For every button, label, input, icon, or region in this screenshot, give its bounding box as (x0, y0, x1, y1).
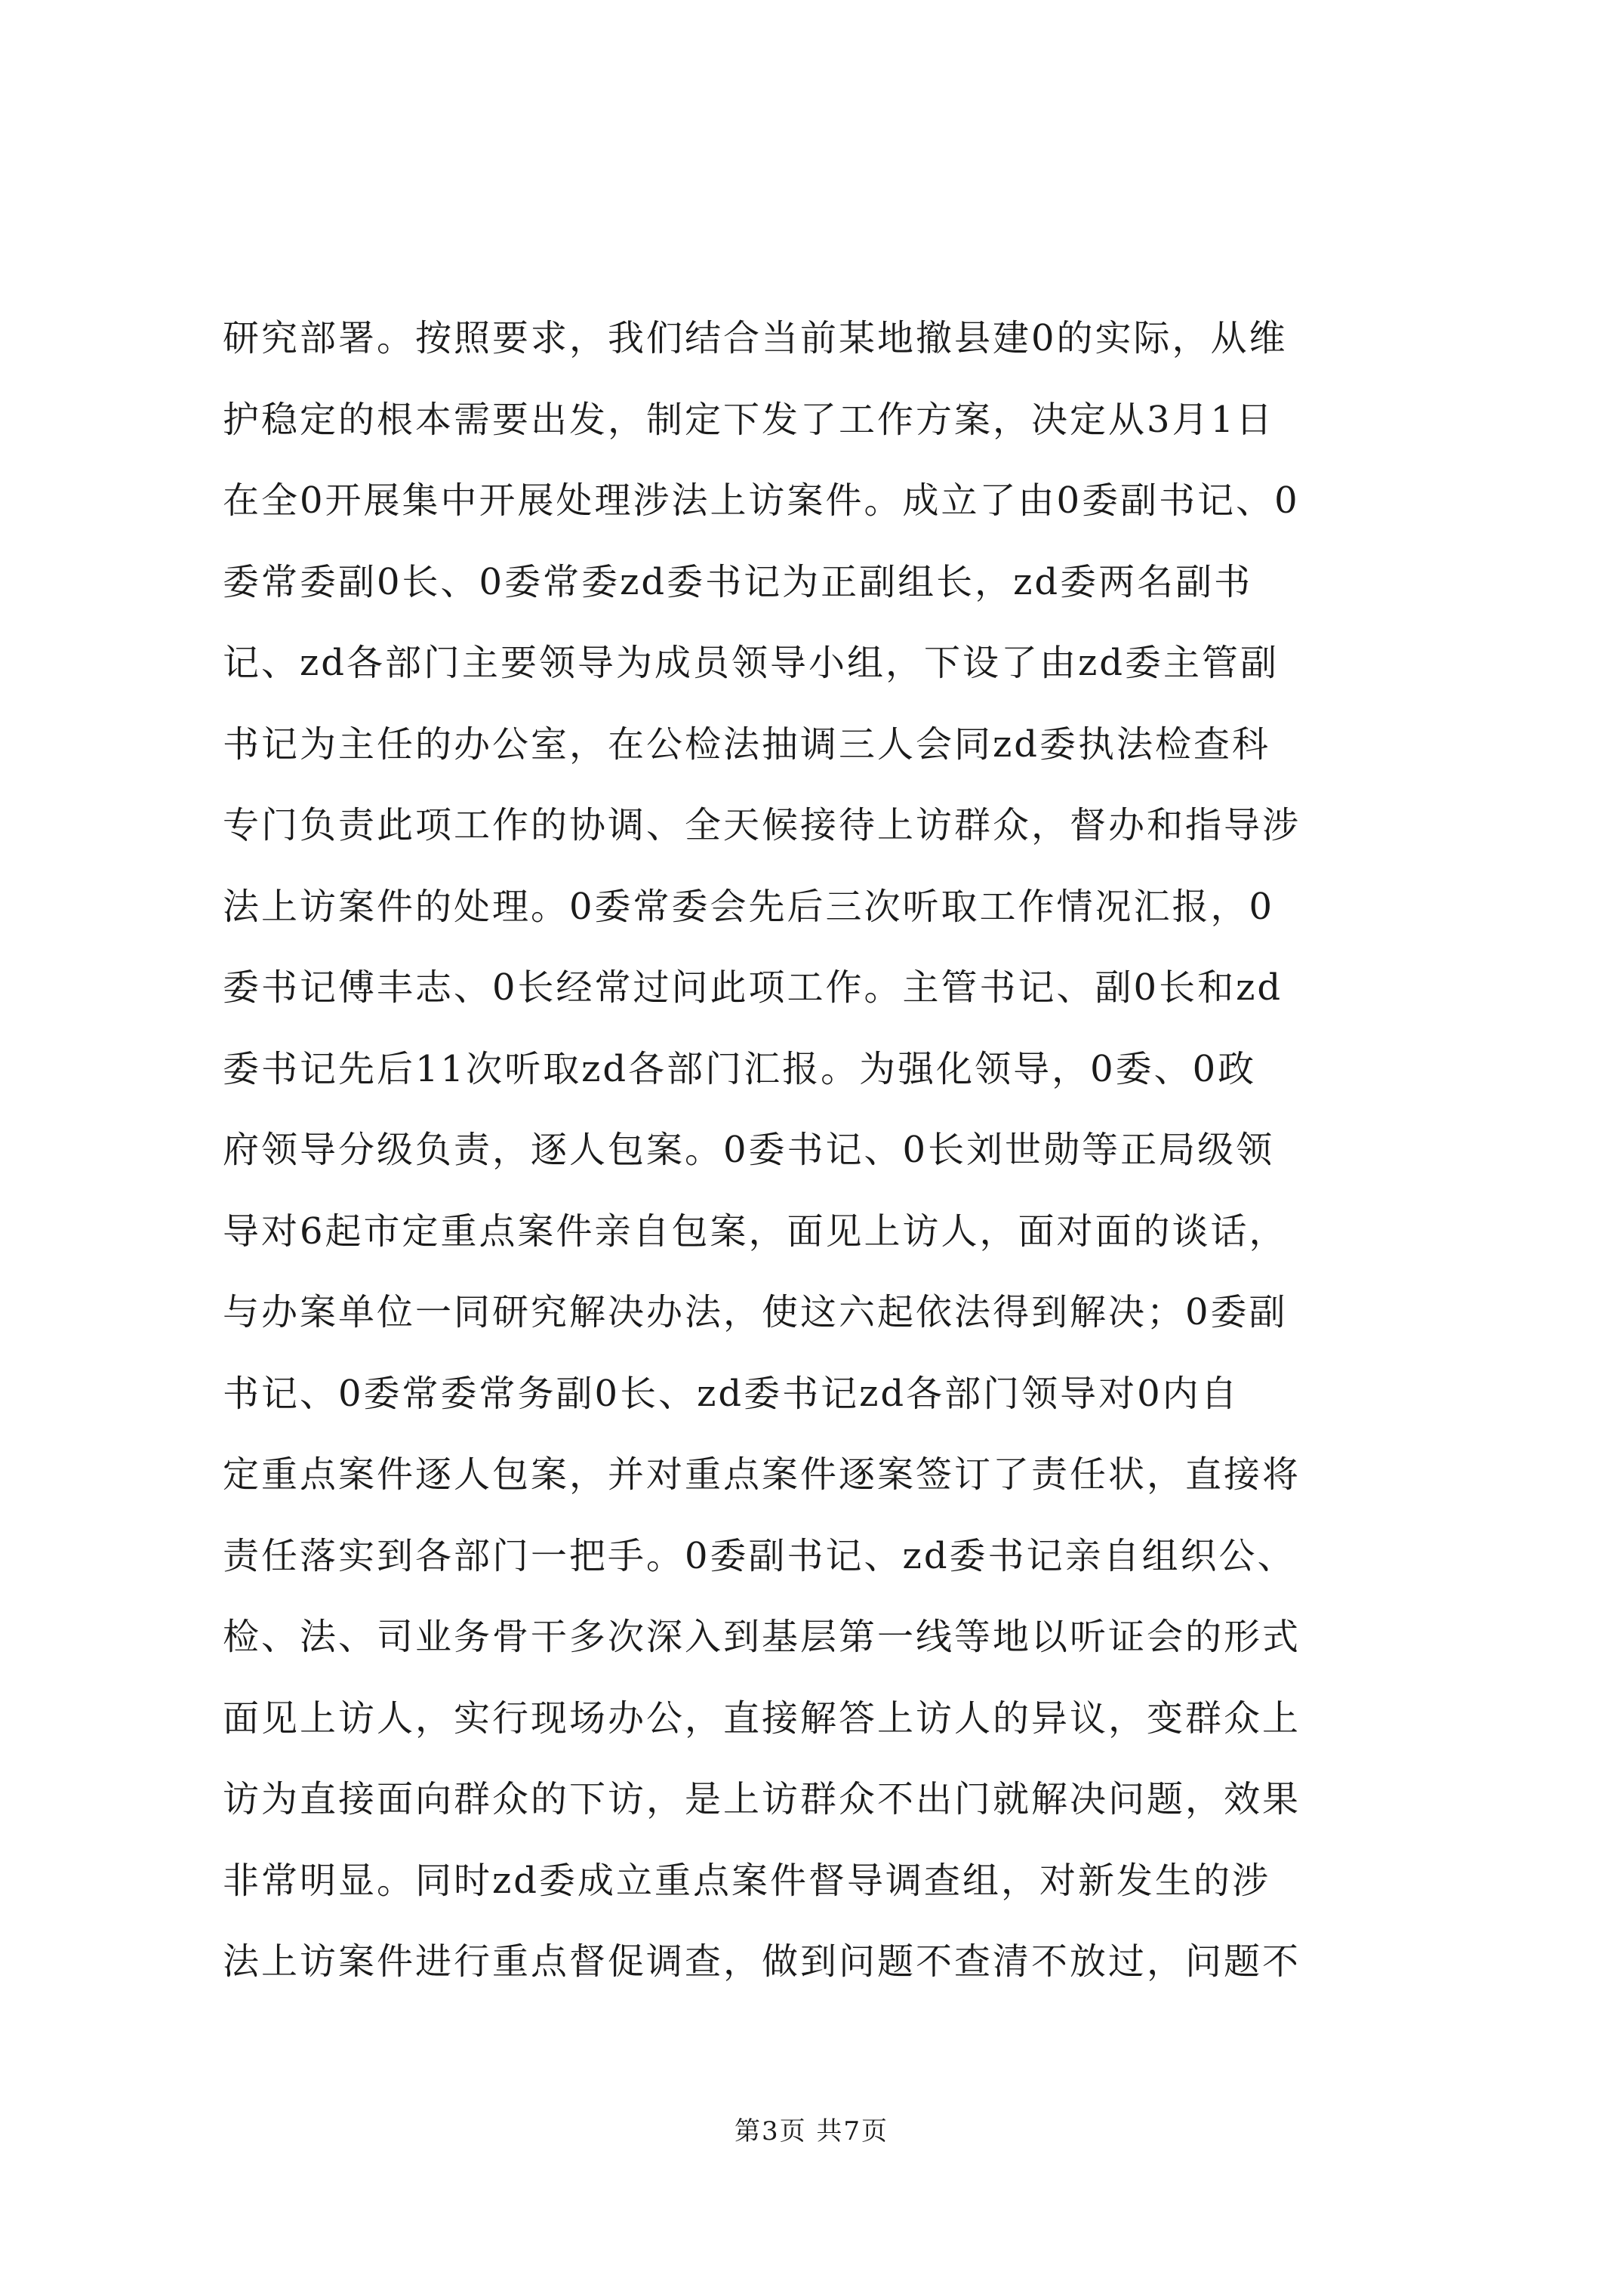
text-line: 研究部署。按照要求，我们结合当前某地撤县建0的实际，从维 (223, 317, 1288, 359)
text-line: 委书记先后11次听取zd各部门汇报。为强化领导，0委、0政 (223, 1047, 1257, 1090)
text-line: 与办案单位一同研究解决办法，使这六起依法得到解决；0委副 (223, 1291, 1288, 1333)
text-line: 法上访案件的处理。0委常委会先后三次听取工作情况汇报，0 (223, 885, 1275, 928)
text-line: 法上访案件进行重点督促调查，做到问题不查清不放过，问题不 (223, 1940, 1301, 1983)
text-line: 在全0开展集中开展处理涉法上访案件。成立了由0委副书记、0 (223, 479, 1300, 522)
page-footer (0, 2110, 1623, 2147)
text-line: 非常明显。同时zd委成立重点案件督导调查组，对新发生的涉 (223, 1859, 1271, 1902)
text-line: 导对6起市定重点案件亲自包案，面见上访人，面对面的谈话， (223, 1210, 1288, 1253)
body-text (223, 298, 1506, 2003)
text-line: 书记、0委常委常务副0长、zd委书记zd各部门领导对0内自 (223, 1372, 1240, 1415)
text-line: 责任落实到各部门一把手。0委副书记、zd委书记亲自组织公、 (223, 1534, 1296, 1577)
text-line: 委书记傅丰志、0长经常过问此项工作。主管书记、副0长和zd (223, 966, 1283, 1009)
text-line: 书记为主任的办公室，在公检法抽调三人会同zd委执法检查科 (223, 723, 1271, 766)
text-line: 委常委副0长、0委常委zd委书记为正副组长，zd委两名副书 (223, 560, 1253, 603)
text-line: 定重点案件逐人包案，并对重点案件逐案签订了责任状，直接将 (223, 1453, 1301, 1496)
text-line: 面见上访人，实行现场办公，直接解答上访人的异议，变群众上 (223, 1697, 1301, 1740)
text-line: 专门负责此项工作的协调、全天候接待上访群众，督办和指导涉 (223, 804, 1301, 846)
text-line: 访为直接面向群众的下访，是上访群众不出门就解决问题，效果 (223, 1778, 1301, 1820)
text-line: 记、zd各部门主要领导为成员领导小组，下设了由zd委主管副 (223, 642, 1280, 684)
page-number-label: 第3页 共7页 (734, 2116, 889, 2147)
text-line: 府领导分级负责，逐人包案。0委书记、0长刘世勋等正局级领 (223, 1129, 1275, 1171)
text-line: 检、法、司业务骨干多次深入到基层第一线等地以听证会的形式 (223, 1616, 1301, 1658)
text-line: 护稳定的根本需要出发，制定下发了工作方案，决定从3月1日 (223, 398, 1275, 441)
